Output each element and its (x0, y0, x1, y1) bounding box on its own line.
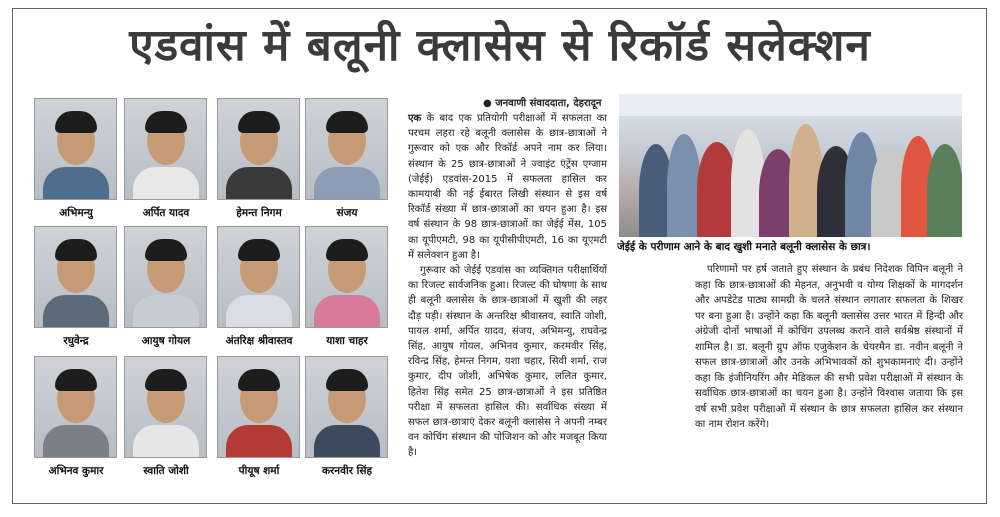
student-name-caption: रघुवेन्द्र (63, 335, 89, 347)
student-photo (217, 98, 300, 200)
student-photo (34, 226, 117, 328)
student-photo (124, 226, 207, 328)
headline: एडवांस में बलूनी क्लासेस से रिकॉर्ड सलेक्शन (129, 20, 871, 71)
student-name-caption: अभिमन्यु (59, 207, 93, 219)
article-column-1 (408, 111, 607, 461)
student-name-caption: स्वाति जोशी (143, 465, 189, 477)
student-photo (217, 226, 300, 328)
photo-caption: जेईई के परीणाम आने के बाद खुशी मनाते बलूनी क्लासेस के छात्र। (617, 241, 871, 253)
student-photo (124, 98, 207, 200)
lead-word: एक (408, 113, 422, 124)
student-name-caption: हेमन्त निगम (236, 207, 282, 219)
article-paragraph-2: गुरूवार को जेईई एडवांस का व्यक्तिगत परीक्षार्थियों का रिजल्ट सार्वजनिक हुआ। रिजल्ट की घोषणा के साथ ही बलूनी क्लासेस के छात्र-छात्राओं में खुशी की लहर दौड़ पड़ी। संस्थान के अन्तरिक्ष श्रीवास्तव, स्वाति जोशी, पायल शर्मा, अर्पित यादव, संजय, अभिमन्यु, राघवेन्द्र सिंह, आयुष गोयल, अभिनव कुमार, करमवीर सिंह, रविन्द्र सिंह, हेमन्त निगम, यशा चहार, सिवी शर्मा, राज कुमार, दीप जोशी, अभिषेक कुमार, ललित कुमार, हितेश सिंह समेत 25 छात्र-छात्राओं ने इस प्रतिष्ठित परीक्षा में सफलता हासिल की। सर्वाधिक संख्या में सफल छात्र-छात्राएं देकर बलूनी क्लासेस ने अपनी नम्बर वन कोचिंग संस्थान की पोजिशन को और मजबूत किया है। (408, 265, 607, 459)
article-paragraph-3: परिणामों पर हर्ष जताते हुए संस्थान के प्रबंध निदेशक विपिन बलूनी ने कहा कि छात्र-छात्राओं की मेहनत, अनुभवी व योग्य शिक्षकों के मागदर्शन और अपडेटेड पाठ्य सामग्री के चलते संस्थान लगातार सफलता के शिखर पर बना हुआ है। उन्होंने कहा कि बलूनी क्लासेस उत्तर भारत में हिन्दी और अंग्रेजी दोनों भाषाओं में कोचिंग उपलब्ध कराने वाले सर्वश्रेष्ठ संस्थानों में शामिल है। डा. बलूनी ग्रुप ऑफ एजुकेशन के चेयरमैन डा. नवीन बलूनी ने सफल छात्र-छात्राओं और उनके अभिभावकों को शुभकामनाएं दी। उन्होंने कहा कि इंजीनियरिंग और मेडिकल की सभी प्रवेश परीक्षाओं में संस्थान के सर्वाधिक छात्र-छात्राओं का चयन हुआ है। उन्होंने विश्वास जताया कि इस वर्ष सभी प्रवेश परीक्षाओं में संस्थान के छात्र सफलता हासिल कर संस्थान का नाम रोशन करेंगे। (695, 264, 963, 430)
student-name-caption: पीयूष शर्मा (238, 465, 280, 477)
student-photo (217, 356, 300, 458)
student-name-caption: याशा चाहर (326, 335, 368, 347)
student-name-caption: आयुष गोयल (141, 335, 191, 347)
student-name-caption: अर्पित यादव (142, 207, 190, 219)
group-photo (619, 94, 962, 237)
student-photo (305, 226, 388, 328)
student-photo (305, 98, 388, 200)
article-paragraph-1: के बाद एक प्रतियोगी परीक्षाओं में सफलता का परचम लहरा रहे बलूनी क्लासेस के छात्र-छात्राओं ने गुरूवार को एक और रिकॉर्ड अपने नाम कर लिया। संस्थान के 25 छात्र-छात्राओं ने ज्वाइंट एंट्रेंस एग्जाम (जेईई) एडवांस-2015 में सफलता हासिल कर कामयाबी की नई ईबारत लिखी संस्थान से इस वर्ष रिकॉर्ड संख्या में छात्र-छात्राओं का चयन हुआ है। इस वर्ष संस्थान के 98 छात्र-छात्राओं का जेईई मेंस, 105 का यूपीएमटी, 98 का यूपीसीपीएमटी, 16 का यूएमटी में सलेक्शन हुआ है। (408, 113, 607, 261)
photo-backdrop-banner (619, 94, 962, 116)
student-photo (124, 356, 207, 458)
student-name-caption: अभिनव कुमार (48, 465, 104, 477)
student-photo (34, 356, 117, 458)
student-name-caption: अंतरिक्ष श्रीवास्तव (225, 335, 293, 347)
student-photo (305, 356, 388, 458)
student-name-caption: संजय (336, 207, 358, 219)
student-photo (34, 98, 117, 200)
article-column-2 (695, 262, 963, 433)
byline: ● जनवाणी संवाददाता, देहरादून (483, 98, 602, 109)
student-name-caption: करनवीर सिंह (321, 465, 373, 477)
